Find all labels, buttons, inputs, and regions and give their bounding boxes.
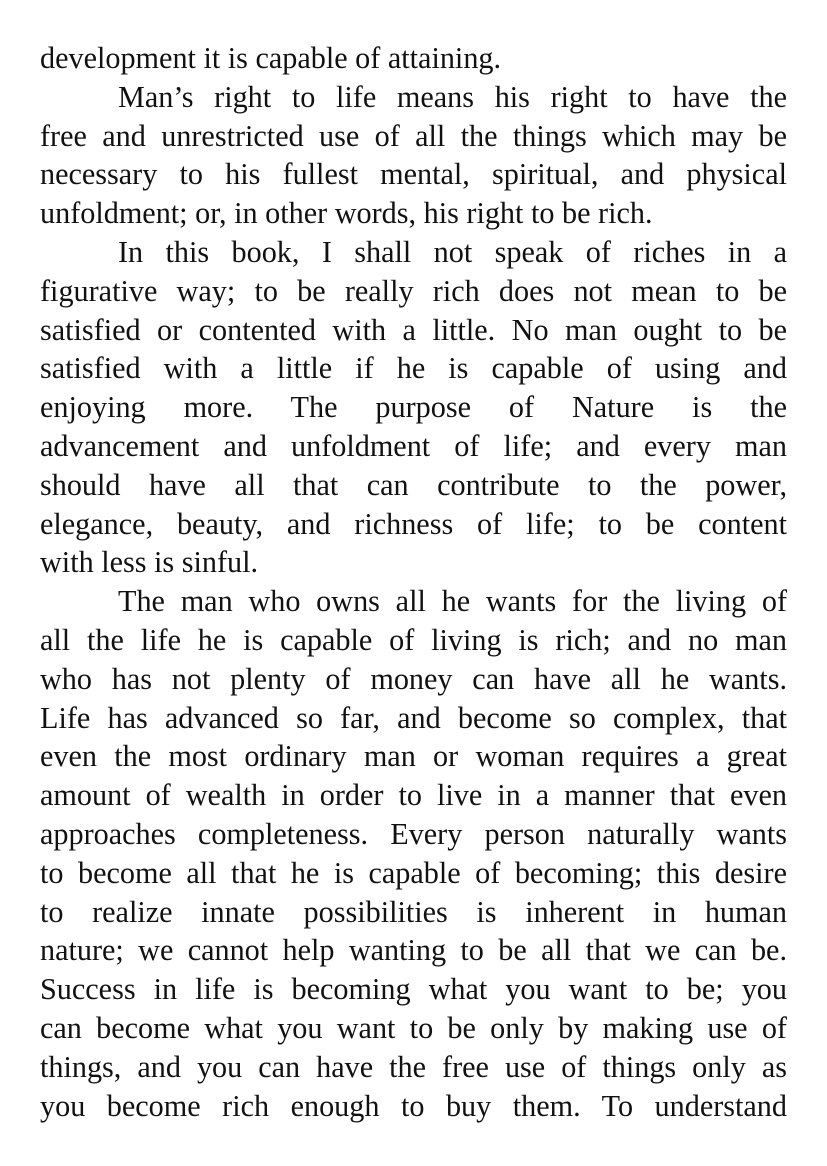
text-line: you become rich enough to buy them. To understand [40,1088,787,1123]
text-line: The man who owns all he wants for the living of [118,584,787,619]
text-line: approaches completeness. Every person naturally wants [40,816,787,851]
text-line: even the most ordinary man or woman requires a great [40,739,787,774]
text-line: should have all that can contribute to the power, [40,467,787,502]
text-line: amount of wealth in order to live in a manner that even [40,778,787,813]
paragraph [40,39,787,78]
text-line: to realize innate possibilities is inherent in human [40,894,787,929]
text-line: nature; we cannot help wanting to be all that we can be. [40,933,787,968]
paragraph [40,78,787,233]
text-line: enjoying more. The purpose of Nature is the [40,390,787,425]
text-line: with less is sinful. [40,545,259,580]
text-line: who has not plenty of money can have all he wants. [40,661,787,696]
text-line: necessary to his fullest mental, spiritual, and physical [40,157,787,192]
text-line: Success in life is becoming what you want to be; you [40,972,787,1007]
text-line: all the life he is capable of living is rich; and no man [40,622,787,657]
text-line: elegance, beauty, and richness of life; to be content [40,506,787,541]
text-line: can become what you want to be only by making use of [40,1010,787,1045]
paragraph [40,233,787,582]
text-line: to become all that he is capable of becoming; this desire [40,855,787,890]
text-line: satisfied or contented with a little. No man ought to be [40,312,787,347]
paragraph [40,582,787,1125]
document-page [40,39,787,1125]
text-line: Man’s right to life means his right to have the [118,79,787,114]
text-line: unfoldment; or, in other words, his right to be rich. [40,196,653,231]
text-line: Life has advanced so far, and become so complex, that [40,700,787,735]
text-line: In this book, I shall not speak of riches in a [118,234,787,269]
text-line: figurative way; to be really rich does not mean to be [40,273,787,308]
text-line: satisfied with a little if he is capable of using and [40,351,787,386]
text-line: advancement and unfoldment of life; and every man [40,428,787,463]
text-line: things, and you can have the free use of things only as [40,1049,787,1084]
text-line: free and unrestricted use of all the things which may be [40,118,787,153]
text-line: development it is capable of attaining. [40,41,502,75]
